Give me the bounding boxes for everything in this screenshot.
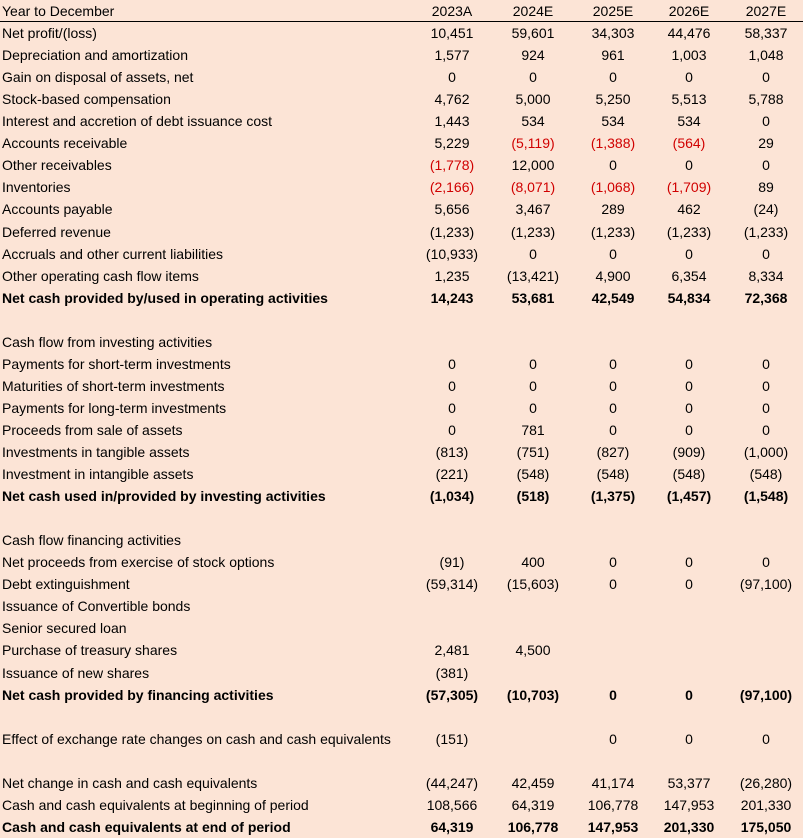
cell-value: 0: [685, 399, 693, 416]
cell-value: (751): [516, 443, 550, 460]
row-label: Cash and cash equivalents at end of period: [2, 818, 291, 835]
row-label: Net change in cash and cash equivalents: [2, 774, 258, 791]
table-row: [0, 287, 803, 309]
cell-value: (1,233): [510, 223, 556, 240]
cell-value: 53,377: [667, 774, 711, 791]
cell-value: 201,330: [740, 796, 792, 813]
cell-value: 0: [609, 245, 617, 262]
cell-value: (1,233): [429, 223, 475, 240]
cell-value: 0: [685, 245, 693, 262]
row-label: Net cash used in/provided by investing activities: [2, 488, 326, 505]
table-row: [0, 331, 803, 353]
cell-value: 5,513: [671, 91, 707, 108]
cell-value: 106,778: [587, 796, 639, 813]
cell-value: 0: [685, 157, 693, 174]
row-label: Interest and accretion of debt issuance cost: [2, 113, 273, 130]
spacer-row: [0, 706, 803, 728]
cell-value: 0: [609, 355, 617, 372]
table-row: [0, 88, 803, 110]
row-label: Deferred revenue: [2, 223, 111, 240]
cell-value: (381): [435, 664, 469, 681]
table-row: [0, 265, 803, 287]
table-row: [0, 419, 803, 441]
cell-value: 41,174: [591, 774, 635, 791]
row-label: Payments for short-term investments: [2, 355, 231, 372]
year-2025e: 2025E: [592, 3, 634, 19]
cell-value: 0: [762, 355, 770, 372]
table-row: [0, 617, 803, 639]
cell-value: 42,549: [591, 289, 635, 306]
cell-value: (5,119): [511, 135, 555, 152]
row-label: Issuance of Convertible bonds: [2, 598, 191, 615]
cell-value: (24): [753, 201, 779, 218]
cell-value: 0: [529, 245, 537, 262]
cell-value: 0: [609, 730, 617, 747]
row-label: Inventories: [2, 179, 71, 196]
cell-value: 0: [685, 377, 693, 394]
table-row: [0, 441, 803, 463]
cell-value: 0: [762, 421, 770, 438]
cell-value: (1,233): [666, 223, 712, 240]
cell-value: 0: [529, 69, 537, 86]
cell-value: 106,778: [507, 818, 559, 835]
row-label: Investment in intangible assets: [2, 466, 194, 482]
cell-value: 5,656: [434, 201, 470, 218]
year-2026e: 2026E: [668, 3, 710, 19]
table-row: [0, 176, 803, 198]
cell-value: (44,247): [425, 774, 479, 791]
cell-value: (1,375): [590, 488, 636, 505]
row-label: Senior secured loan: [2, 620, 127, 637]
cell-value: 534: [601, 113, 625, 130]
row-label: Other operating cash flow items: [2, 267, 199, 284]
cell-value: (10,933): [425, 245, 479, 262]
table-row: [0, 595, 803, 617]
cell-value: 924: [521, 47, 545, 63]
row-label: Net cash provided by financing activities: [2, 686, 274, 703]
row-label: Purchase of treasury shares: [2, 642, 178, 659]
cell-value: (548): [516, 466, 550, 482]
row-label: Cash flow financing activities: [2, 532, 181, 549]
cell-value: 5,788: [748, 91, 784, 108]
spacer-row: [0, 507, 803, 529]
cell-value: 0: [762, 69, 770, 86]
cell-value: 5,250: [595, 91, 631, 108]
table-row: [0, 463, 803, 485]
table-row: [0, 221, 803, 243]
cell-value: 4,900: [595, 267, 631, 284]
cell-value: (564): [672, 135, 706, 152]
cell-value: (1,233): [743, 223, 789, 240]
cell-value: 59,601: [511, 25, 555, 41]
row-label: Depreciation and amortization: [2, 47, 188, 63]
table-row: [0, 684, 803, 706]
cell-value: 1,003: [671, 47, 707, 63]
cell-value: 0: [762, 157, 770, 174]
cell-value: 1,577: [434, 47, 470, 63]
cell-value: 8,334: [748, 267, 784, 284]
cell-value: 0: [762, 377, 770, 394]
cell-value: 14,243: [430, 289, 474, 306]
table-row: [0, 66, 803, 88]
cell-value: (548): [749, 466, 783, 482]
row-label: Effect of exchange rate changes on cash and cash equivalents: [2, 730, 391, 747]
table-row: [0, 132, 803, 154]
cell-value: (10,703): [506, 686, 560, 703]
table-row: [0, 375, 803, 397]
row-label: Other receivables: [2, 157, 112, 174]
cell-value: 53,681: [511, 289, 555, 306]
cell-value: 289: [601, 201, 625, 218]
row-label: Net cash provided by/used in operating activities: [2, 289, 328, 306]
cell-value: 400: [521, 554, 545, 571]
table-row: [0, 772, 803, 794]
cell-value: 108,566: [426, 796, 478, 813]
cell-value: 44,476: [667, 25, 711, 41]
cell-value: 0: [762, 113, 770, 130]
cell-value: 147,953: [587, 818, 639, 835]
cell-value: (1,388): [590, 135, 636, 152]
cell-value: 0: [762, 245, 770, 262]
cell-value: (97,100): [739, 576, 793, 593]
cell-value: 0: [448, 421, 456, 438]
cell-value: 72,368: [744, 289, 788, 306]
cell-value: 0: [529, 399, 537, 416]
header-row: [0, 0, 803, 22]
cell-value: 58,337: [744, 25, 788, 41]
cell-value: 781: [521, 421, 545, 438]
row-label: Cash and cash equivalents at beginning of period: [2, 796, 309, 813]
row-label: Net profit/(loss): [2, 25, 97, 41]
cell-value: 961: [601, 47, 625, 63]
table-row: [0, 728, 803, 750]
cell-value: (1,548): [743, 488, 789, 505]
cell-value: 0: [685, 686, 693, 703]
cell-value: 42,459: [511, 774, 555, 791]
cell-value: (1,000): [743, 443, 789, 460]
cell-value: 147,953: [663, 796, 715, 813]
cell-value: (2,166): [429, 179, 475, 196]
cell-value: 201,330: [663, 818, 715, 835]
cell-value: 0: [609, 157, 617, 174]
cell-value: (548): [596, 466, 630, 482]
row-label: Cash flow from investing activities: [2, 333, 213, 350]
cell-value: (1,233): [590, 223, 636, 240]
table-row: [0, 22, 803, 44]
cell-value: (221): [435, 466, 469, 482]
cell-value: (1,709): [666, 179, 712, 196]
cell-value: 64,319: [511, 796, 555, 813]
header-label: Year to December: [2, 3, 115, 19]
cell-value: 0: [762, 399, 770, 416]
cell-value: (13,421): [506, 267, 560, 284]
row-label: Stock-based compensation: [2, 91, 171, 108]
cell-value: (518): [516, 488, 550, 505]
cell-value: 34,303: [591, 25, 635, 41]
cell-value: 0: [609, 399, 617, 416]
cell-value: 3,467: [515, 201, 551, 218]
cell-value: 0: [685, 554, 693, 571]
spacer-row: [0, 750, 803, 772]
cell-value: 4,500: [515, 642, 551, 659]
table-row: [0, 154, 803, 176]
cell-value: 89: [758, 179, 774, 196]
cell-value: 0: [609, 554, 617, 571]
table-row: [0, 529, 803, 551]
cell-value: (1,068): [590, 179, 636, 196]
row-label: Proceeds from sale of assets: [2, 421, 183, 438]
cell-value: 1,235: [434, 267, 470, 284]
table-row: [0, 110, 803, 132]
row-label: Accounts receivable: [2, 135, 128, 152]
year-2024e: 2024E: [512, 3, 554, 19]
cell-value: 0: [685, 730, 693, 747]
cell-value: 175,050: [740, 818, 792, 835]
cell-value: (97,100): [739, 686, 793, 703]
cell-value: 4,762: [434, 91, 470, 108]
cell-value: 0: [529, 355, 537, 372]
cell-value: 5,229: [434, 135, 470, 152]
cell-value: 0: [448, 377, 456, 394]
cell-value: 0: [762, 554, 770, 571]
cell-value: 29: [758, 135, 774, 152]
cell-value: 0: [448, 69, 456, 86]
cell-value: 0: [529, 377, 537, 394]
cell-value: 534: [521, 113, 545, 130]
cell-value: 0: [609, 377, 617, 394]
table-row: [0, 44, 803, 66]
cell-value: 534: [677, 113, 701, 130]
cell-value: 2,481: [434, 642, 470, 659]
cell-value: (1,778): [429, 157, 475, 174]
table-row: [0, 243, 803, 265]
cell-value: 0: [685, 69, 693, 86]
cell-value: 0: [685, 355, 693, 372]
spacer-row: [0, 309, 803, 331]
cell-value: 10,451: [430, 25, 474, 41]
cell-value: 0: [609, 686, 617, 703]
table-row: [0, 662, 803, 684]
table-row: [0, 397, 803, 419]
cell-value: 5,000: [515, 91, 551, 108]
row-label: Debt extinguishment: [2, 576, 130, 593]
table-row: [0, 485, 803, 507]
row-label: Issuance of new shares: [2, 664, 150, 681]
cell-value: (1,034): [429, 488, 475, 505]
cell-value: (827): [596, 443, 630, 460]
cell-value: (8,071): [510, 179, 556, 196]
cell-value: 12,000: [511, 157, 555, 174]
cell-value: (15,603): [506, 576, 560, 593]
table-row: [0, 198, 803, 220]
row-label: Accounts payable: [2, 201, 113, 218]
cell-value: 462: [677, 201, 701, 218]
cell-value: (26,280): [739, 774, 793, 791]
table-row: [0, 639, 803, 661]
cell-value: (909): [672, 443, 706, 460]
cell-value: 0: [448, 399, 456, 416]
cell-value: 0: [448, 355, 456, 372]
cell-value: (57,305): [425, 686, 479, 703]
cell-value: 64,319: [430, 818, 474, 835]
table-row: [0, 573, 803, 595]
cell-value: 0: [609, 421, 617, 438]
cell-value: (59,314): [425, 576, 479, 593]
row-label: Accruals and other current liabilities: [2, 245, 223, 262]
table-row: [0, 551, 803, 573]
cell-value: 0: [685, 576, 693, 593]
cell-value: 1,048: [748, 47, 784, 63]
table-row: [0, 816, 803, 838]
year-2023a: 2023A: [431, 3, 473, 19]
cell-value: (1,457): [666, 488, 712, 505]
cell-value: (151): [435, 730, 469, 747]
row-label: Payments for long-term investments: [2, 399, 227, 416]
row-label: Gain on disposal of assets, net: [2, 69, 194, 86]
cell-value: 1,443: [434, 113, 470, 130]
row-label: Net proceeds from exercise of stock options: [2, 554, 275, 571]
year-2027e: 2027E: [745, 3, 787, 19]
table-row: [0, 353, 803, 375]
cell-value: (813): [435, 443, 469, 460]
row-label: Investments in tangible assets: [2, 443, 190, 460]
cell-value: (91): [439, 554, 465, 571]
cell-value: 0: [762, 730, 770, 747]
row-label: Maturities of short-term investments: [2, 377, 225, 394]
cell-value: 0: [609, 576, 617, 593]
cell-value: (548): [672, 466, 706, 482]
cell-value: 54,834: [667, 289, 711, 306]
cell-value: 6,354: [671, 267, 707, 284]
cell-value: 0: [685, 421, 693, 438]
table-row: [0, 794, 803, 816]
cell-value: 0: [609, 69, 617, 86]
